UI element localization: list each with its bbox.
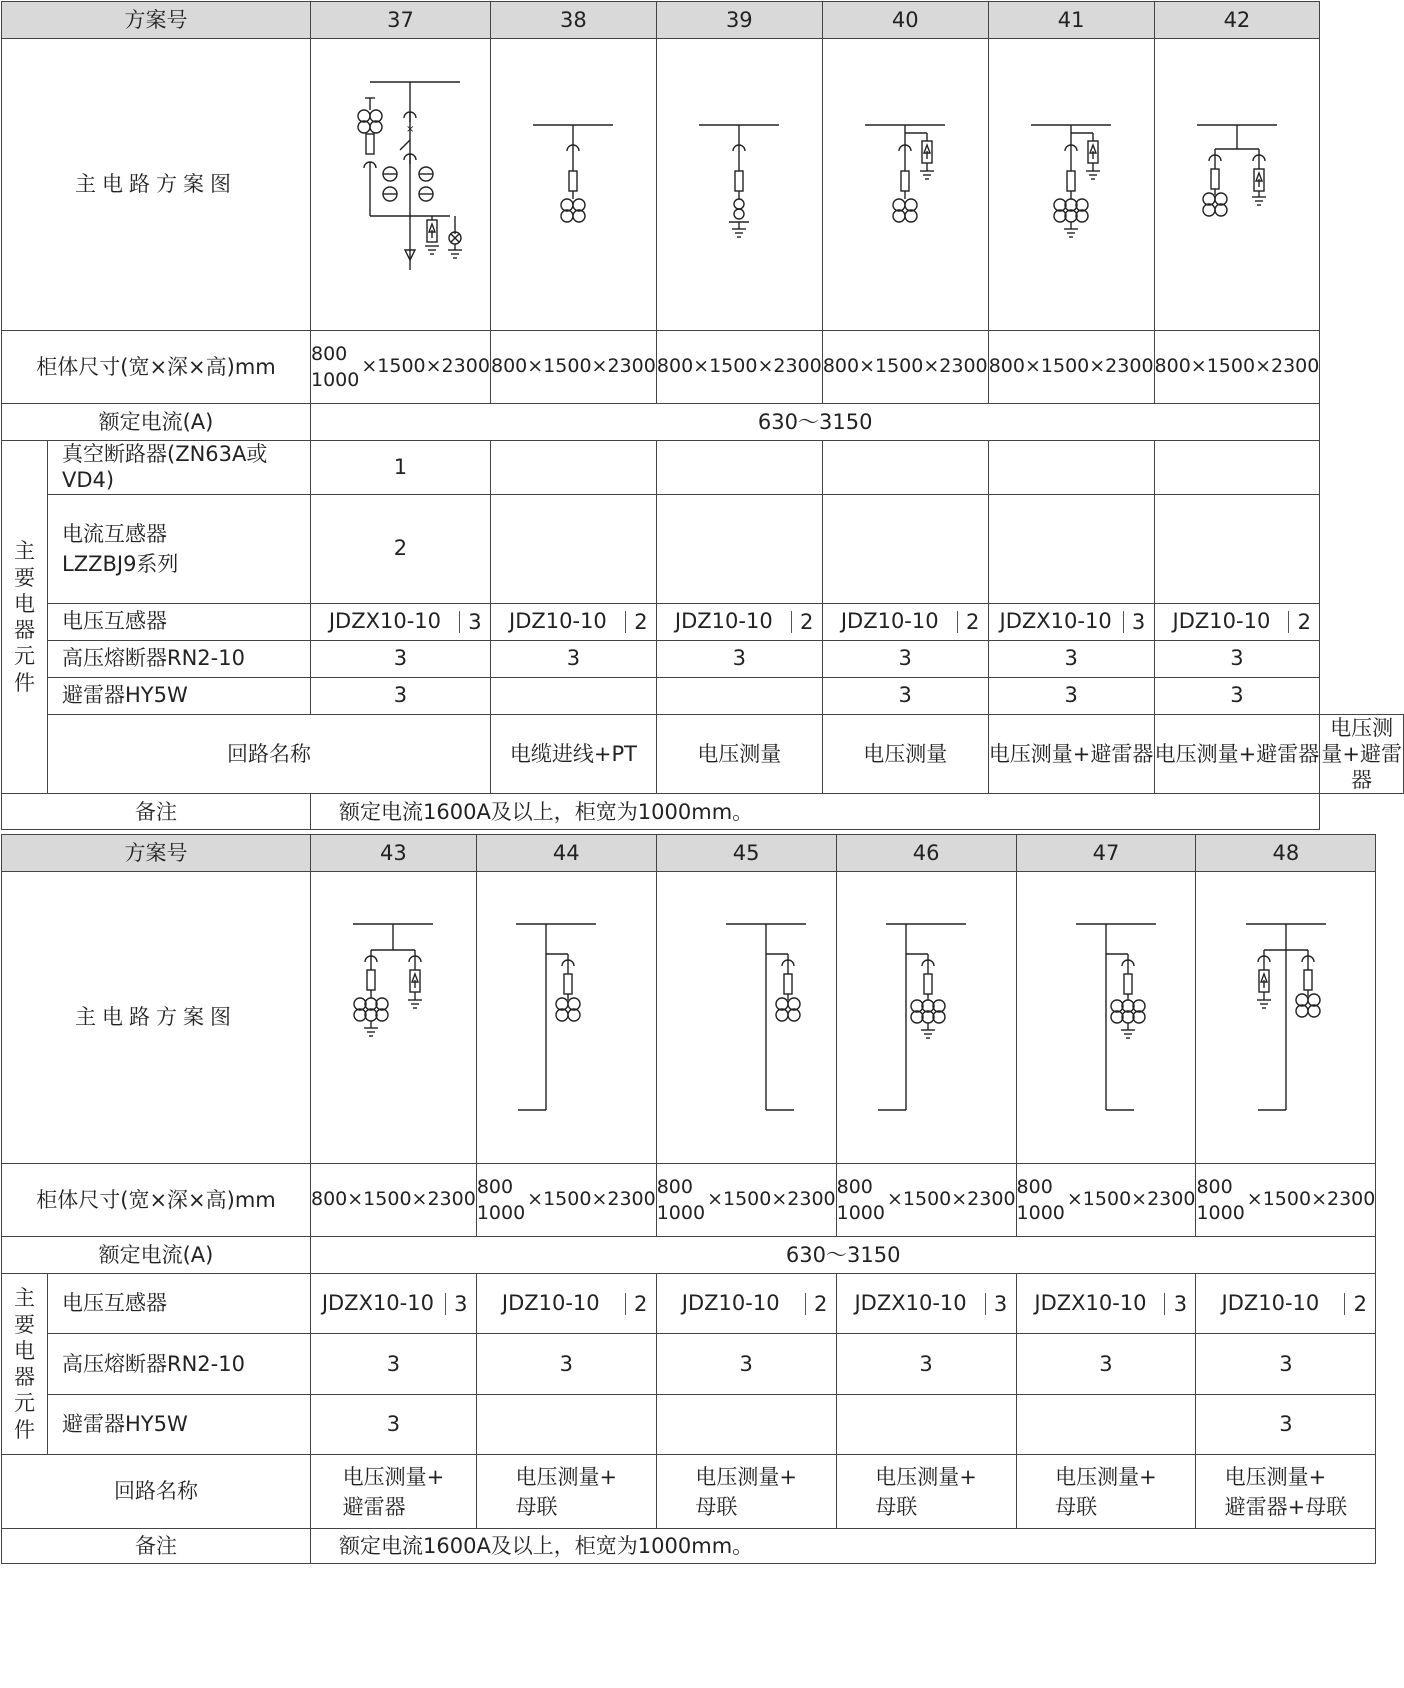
width-option: 800 [1196, 1176, 1233, 1198]
size-row [2, 1164, 1376, 1237]
note-label: 备注 [2, 1529, 311, 1564]
scheme-table-2 [1, 834, 1376, 1564]
diagram-label: 主电路方案图 [2, 872, 311, 1164]
schematic-46-icon [866, 888, 986, 1148]
note-value: 额定电流1600A及以上，柜宽为1000mm。 [311, 1529, 1376, 1564]
circuit-diagram-38 [490, 39, 656, 331]
fuse-qty: 3 [311, 1334, 477, 1395]
breaker-qty [822, 441, 988, 495]
pt-row [2, 1274, 1376, 1334]
scheme-number: 41 [988, 2, 1154, 39]
ct-row [2, 494, 1404, 603]
pt-cell: JDZX10-10 3 [836, 1274, 1016, 1334]
fuse-qty: 3 [1016, 1334, 1196, 1395]
circuit-name: 电压测量+ 母联 [1016, 1455, 1196, 1529]
ct-qty [822, 494, 988, 603]
current-value: 630～3150 [311, 404, 1320, 441]
pt-cell: JDZ10-10 2 [490, 603, 656, 640]
size-row [2, 331, 1404, 404]
arrester-label: 避雷器HY5W [48, 677, 311, 714]
fuse-qty: 3 [1154, 640, 1320, 677]
arrester-qty [490, 677, 656, 714]
width-option: 800 [476, 1176, 514, 1198]
pt-cell: JDZ10-10 2 [656, 1274, 836, 1334]
size-dims: ×1500×2300 [361, 355, 490, 378]
width-option: 800 [836, 1176, 873, 1198]
size-value [311, 331, 491, 404]
schematic-39-icon [679, 115, 799, 255]
width-option: 1000 [1196, 1202, 1245, 1224]
circuit-diagram-41 [988, 39, 1154, 331]
pt-cell: JDZ10-10 2 [656, 603, 822, 640]
circuit-diagram-46 [836, 872, 1016, 1164]
ct-qty [1154, 494, 1320, 603]
ct-qty [656, 494, 822, 603]
fuse-qty: 3 [656, 640, 822, 677]
size-value [836, 1164, 1016, 1237]
fuse-qty: 3 [836, 1334, 1016, 1395]
size-value [490, 331, 656, 404]
breaker-row [2, 441, 1404, 495]
size-dims: 800×1500×2300 [491, 355, 656, 378]
fuse-qty: 3 [822, 640, 988, 677]
schematic-37-icon [320, 70, 480, 300]
circuit-name: 电压测量+避雷器 [988, 714, 1154, 794]
schematic-43-icon [333, 888, 453, 1148]
size-dims: 800×1500×2300 [1154, 355, 1320, 378]
scheme-number: 37 [311, 2, 491, 39]
width-option: 1000 [311, 369, 360, 391]
pt-cell: JDZ10-10 2 [822, 603, 988, 640]
size-dims: 800×1500×2300 [656, 355, 822, 378]
arrester-qty [656, 677, 822, 714]
pt-label: 电压互感器 [48, 1274, 311, 1334]
pt-row [2, 603, 1404, 640]
scheme-table-1 [1, 1, 1404, 830]
component-group-label: 主 要 电 器 元 件 [2, 1274, 48, 1455]
diagram-row [2, 872, 1376, 1164]
arrester-qty [1016, 1395, 1196, 1455]
fuse-label: 高压熔断器RN2-10 [48, 1334, 311, 1395]
circuit-diagram-48 [1196, 872, 1376, 1164]
ct-label: 电流互感器 LZZBJ9系列 [48, 494, 311, 603]
width-option: 1000 [656, 1202, 706, 1224]
circuit-name: 电缆进线+PT [490, 714, 656, 794]
svg-text:×: × [406, 123, 415, 135]
circuit-name: 电压测量+避雷器 [1154, 714, 1320, 794]
size-dims: ×1500×2300 [527, 1188, 656, 1211]
arrester-qty: 3 [822, 677, 988, 714]
diagram-label: 主电路方案图 [2, 39, 311, 331]
pt-cell: JDZX10-10 3 [311, 603, 491, 640]
arrester-qty [476, 1395, 656, 1455]
circuit-name: 电压测量+ 母联 [476, 1455, 656, 1529]
header-row [2, 2, 1404, 39]
scheme-number: 46 [836, 835, 1016, 872]
size-value [822, 331, 988, 404]
circuit-row [2, 1455, 1376, 1529]
fuse-label: 高压熔断器RN2-10 [48, 640, 311, 677]
circuit-label: 回路名称 [2, 1455, 311, 1529]
arrester-row [2, 677, 1404, 714]
size-dims: ×1500×2300 [707, 1188, 836, 1211]
header-row [2, 835, 1376, 872]
arrester-qty: 3 [1196, 1395, 1376, 1455]
scheme-number: 42 [1154, 2, 1320, 39]
fuse-qty: 3 [311, 640, 491, 677]
current-label: 额定电流(A) [2, 404, 311, 441]
width-option: 800 [1016, 1176, 1053, 1198]
circuit-name: 电压测量+ 母联 [656, 1455, 836, 1529]
arrester-qty [836, 1395, 1016, 1455]
arrester-qty: 3 [1154, 677, 1320, 714]
fuse-qty: 3 [490, 640, 656, 677]
ct-qty [988, 494, 1154, 603]
circuit-name: 电压测量+避雷器 [1321, 715, 1402, 792]
circuit-diagram-37 [311, 39, 491, 331]
current-row [2, 404, 1404, 441]
current-label: 额定电流(A) [2, 1237, 311, 1274]
size-dims: ×1500×2300 [1246, 1188, 1376, 1211]
arrester-qty: 3 [988, 677, 1154, 714]
ct-qty [490, 494, 656, 603]
width-option: 1000 [476, 1202, 526, 1224]
fuse-qty: 3 [656, 1334, 836, 1395]
pt-cell: JDZ10-10 2 [1154, 603, 1320, 640]
width-option: 800 [656, 1176, 693, 1198]
pt-cell: JDZX10-10 3 [1016, 1274, 1196, 1334]
scheme-number-label: 方案号 [2, 2, 311, 39]
schematic-41-icon [1011, 115, 1131, 255]
arrester-qty: 3 [311, 677, 491, 714]
scheme-number: 45 [656, 835, 836, 872]
circuit-name: 电压测量+ 母联 [836, 1455, 1016, 1529]
note-value: 额定电流1600A及以上，柜宽为1000mm。 [311, 794, 1320, 830]
pt-cell: JDZ10-10 2 [1196, 1274, 1376, 1334]
circuit-diagram-42 [1154, 39, 1320, 331]
current-value: 630～3150 [311, 1237, 1376, 1274]
component-group-label: 主 要 电 器 元 件 [2, 441, 48, 794]
schematic-42-icon [1177, 115, 1297, 255]
size-dims: 800×1500×2300 [822, 355, 988, 378]
circuit-name: 电压测量+ 避雷器+母联 [1196, 1455, 1376, 1529]
arrester-label: 避雷器HY5W [48, 1395, 311, 1455]
circuit-diagram-45 [656, 872, 836, 1164]
scheme-number: 38 [490, 2, 656, 39]
scheme-number: 47 [1016, 835, 1196, 872]
pt-cell: JDZX10-10 3 [988, 603, 1154, 640]
pt-label: 电压互感器 [48, 603, 311, 640]
schematic-44-icon [506, 888, 626, 1148]
arrester-qty [656, 1395, 836, 1455]
size-label: 柜体尺寸(宽×深×高)mm [2, 1164, 311, 1237]
ct-qty: 2 [311, 494, 491, 603]
circuit-label: 回路名称 [48, 714, 491, 794]
scheme-number: 40 [822, 2, 988, 39]
size-value [1196, 1164, 1376, 1237]
breaker-qty [656, 441, 822, 495]
fuse-row [2, 1334, 1376, 1395]
note-row [2, 1529, 1376, 1564]
scheme-number: 39 [656, 2, 822, 39]
size-dims: ×1500×2300 [886, 1188, 1016, 1211]
size-value [656, 331, 822, 404]
size-label: 柜体尺寸(宽×深×高)mm [2, 331, 311, 404]
diagram-row [2, 39, 1404, 331]
schematic-47-icon [1046, 888, 1166, 1148]
size-dims: ×1500×2300 [1066, 1188, 1196, 1211]
circuit-diagram-47 [1016, 872, 1196, 1164]
arrester-row [2, 1395, 1376, 1455]
size-value [1016, 1164, 1196, 1237]
size-dims: 800×1500×2300 [988, 355, 1154, 378]
scheme-number: 44 [476, 835, 656, 872]
breaker-label: 真空断路器(ZN63A或VD4) [48, 441, 311, 495]
schematic-45-icon [686, 888, 806, 1148]
fuse-qty: 3 [476, 1334, 656, 1395]
fuse-qty: 3 [1196, 1334, 1376, 1395]
scheme-number: 43 [311, 835, 477, 872]
circuit-name: 电压测量 [656, 714, 822, 794]
width-option: 800 [311, 343, 348, 365]
size-value [988, 331, 1154, 404]
pt-cell: JDZX10-10 3 [311, 1274, 477, 1334]
circuit-diagram-43 [311, 872, 477, 1164]
schematic-38-icon [513, 115, 633, 255]
fuse-qty: 3 [988, 640, 1154, 677]
circuit-name: 电压测量+ 避雷器 [311, 1455, 477, 1529]
breaker-qty: 1 [311, 441, 491, 495]
width-option: 1000 [1016, 1202, 1065, 1224]
circuit-diagram-40 [822, 39, 988, 331]
note-label: 备注 [2, 794, 311, 830]
size-value [1154, 331, 1320, 404]
schematic-48-icon [1226, 888, 1346, 1148]
breaker-qty [490, 441, 656, 495]
circuit-name: 电压测量 [822, 714, 988, 794]
scheme-number: 48 [1196, 835, 1376, 872]
breaker-qty [1154, 441, 1320, 495]
arrester-qty: 3 [311, 1395, 477, 1455]
note-row [2, 794, 1404, 830]
width-option: 1000 [836, 1202, 885, 1224]
current-row [2, 1237, 1376, 1274]
circuit-row [2, 714, 1404, 794]
size-dims: 800×1500×2300 [311, 1188, 476, 1211]
schematic-40-icon [845, 115, 965, 255]
pt-cell: JDZ10-10 2 [476, 1274, 656, 1334]
size-value [656, 1164, 836, 1237]
circuit-diagram-39 [656, 39, 822, 331]
scheme-number-label: 方案号 [2, 835, 311, 872]
fuse-row [2, 640, 1404, 677]
size-value [476, 1164, 656, 1237]
breaker-qty [988, 441, 1154, 495]
circuit-diagram-44 [476, 872, 656, 1164]
size-value [311, 1164, 477, 1237]
